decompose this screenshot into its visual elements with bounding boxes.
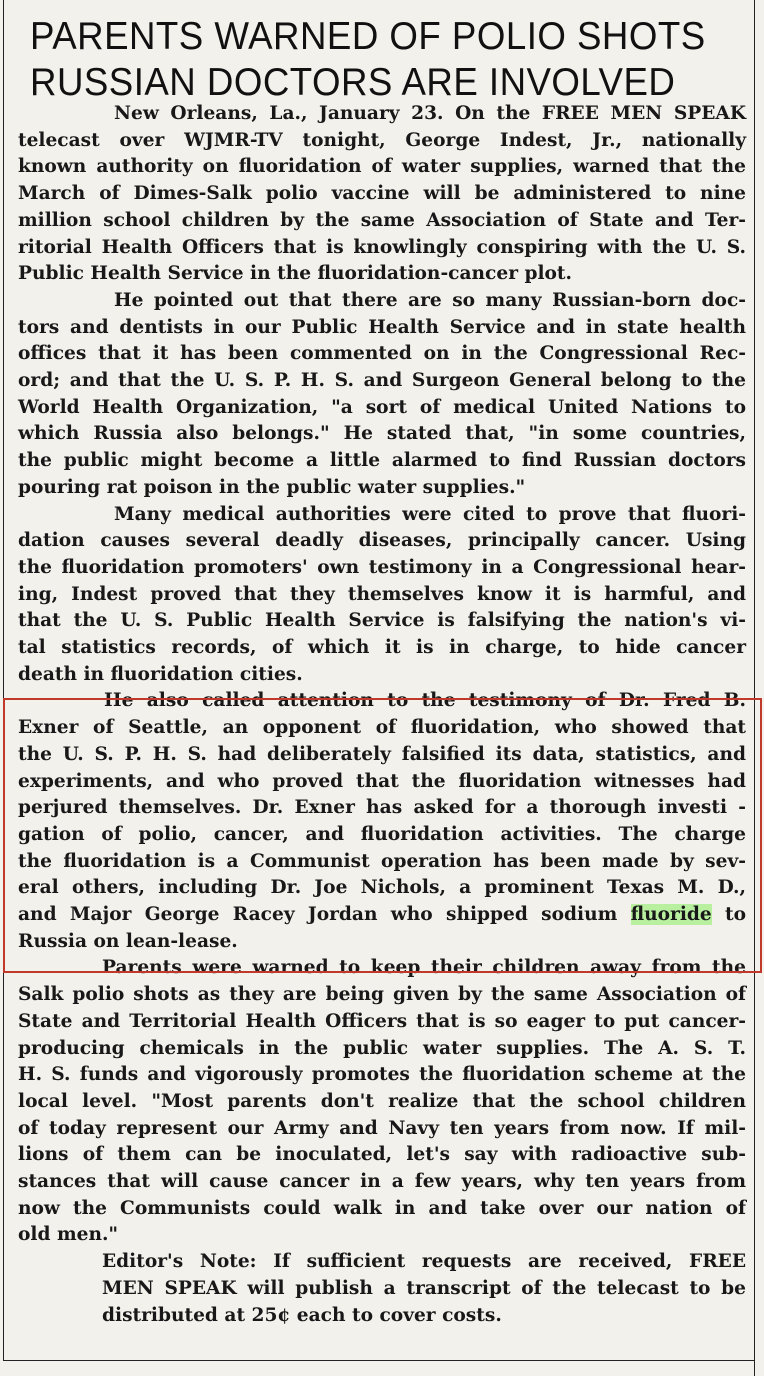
text-line: million school children by the same Association of State and Ter- (18, 209, 746, 231)
text-line: distributed at 25¢ each to cover costs. (102, 1304, 502, 1326)
text-line: old men." (18, 1224, 119, 1246)
text-line: gation of polio, cancer, and fluoridation activities. The charge (18, 823, 746, 845)
headline-line-2: RUSSIAN DOCTORS ARE INVOLVED (30, 61, 676, 104)
page-border-bottom (3, 1360, 754, 1361)
text-line: perjured themselves. Dr. Exner has asked for a thorough investi - (18, 797, 746, 819)
text-line: Parents were warned to keep their children away from the (102, 957, 746, 979)
page-border-left (3, 0, 4, 1360)
text-line: producing chemicals in the public water supplies. The A. S. T. (18, 1037, 746, 1059)
text-line: which Russia also belongs." He stated that, "in some countries, (18, 423, 746, 445)
text-line: ing, Indest proved that they themselves know it is harmful, and (18, 583, 746, 605)
text-line: stances that will cause cancer in a few years, why ten years from (18, 1171, 746, 1192)
text-line: March of Dimes-Salk polio vaccine will be administered to nine (18, 183, 746, 205)
text-line: tors and dentists in our Public Health Service and in state health (18, 316, 746, 338)
text-line: pouring rat poison in the public water supplies." (18, 476, 526, 498)
text-line: lions of them can be inoculated, let's say with radioactive sub- (18, 1144, 746, 1166)
text-line: offices that it has been commented on in the Congressional Rec- (18, 343, 746, 365)
text-line: dation causes several deadly diseases, principally cancer. Using (18, 530, 746, 552)
text-line: Editor's Note: If sufficient requests are received, FREE (102, 1251, 746, 1273)
text-line: that the U. S. Public Health Service is falsifying the nation's vi- (18, 610, 746, 632)
text-line: local level. "Most parents don't realize that the school children (18, 1090, 746, 1112)
text-line: the public might become a little alarmed to find Russian doctors (18, 450, 746, 472)
headline (30, 14, 706, 106)
text-line: tal statistics records, of which it is in charge, to hide cancer (18, 637, 746, 658)
text-line: Exner of Seattle, an opponent of fluoridation, who showed that (18, 717, 746, 739)
text-line: and Major George Racey Jordan who shipped sodium fluoride to (18, 904, 747, 925)
text-line: He pointed out that there are so many Russian-born doc- (114, 289, 746, 311)
headline-line-1: PARENTS WARNED OF POLIO SHOTS (30, 15, 706, 58)
text-line: of today represent our Army and Navy ten years from now. If mil- (18, 1117, 746, 1139)
text-line: World Health Organization, "a sort of medical United Nations to (18, 396, 746, 418)
text-line: ritorial Health Officers that is knowlingly conspiring with the U. S. (18, 236, 746, 258)
text-line: Public Health Service in the fluoridation-cancer plot. (18, 263, 572, 285)
text-line: ord; and that the U. S. P. H. S. and Surgeon General belong to the (18, 370, 746, 391)
text-line: known authority on fluoridation of water supplies, warned that the (18, 156, 746, 178)
highlighted-word: fluoride (630, 904, 712, 925)
text-line: Russia on lean-lease. (18, 930, 238, 952)
text-line: the fluoridation promoters' own testimony in a Congressional hear- (18, 556, 746, 578)
text-line: Salk polio shots as they are being given by the same Association of (18, 984, 746, 1006)
text-line: the U. S. P. H. S. had deliberately falsified its data, statistics, and (18, 743, 746, 765)
text-line: death in fluoridation cities. (18, 663, 303, 685)
text-line: eral others, including Dr. Joe Nichols, a prominent Texas M. D., (18, 877, 746, 899)
text-line: experiments, and who proved that the fluoridation witnesses had (18, 770, 746, 792)
text-line: He also called attention to the testimony of Dr. Fred B. (104, 690, 746, 712)
text-line: H. S. funds and vigorously promotes the fluoridation scheme at the (18, 1064, 746, 1086)
text-line: telecast over WJMR-TV tonight, George Indest, Jr., nationally (18, 129, 746, 151)
text-line: New Orleans, La., January 23. On the FREE MEN SPEAK (114, 103, 746, 124)
text-line: MEN SPEAK will publish a transcript of the telecast to be (102, 1277, 746, 1299)
text-line: the fluoridation is a Communist operation has been made by sev- (18, 850, 746, 872)
text-line: State and Territorial Health Officers that is so eager to put cancer- (18, 1010, 746, 1032)
page-border-right (754, 0, 755, 1376)
text-line: Many medical authorities were cited to prove that fluori- (114, 503, 746, 525)
text-line: now the Communists could walk in and take over our nation of (18, 1197, 746, 1219)
